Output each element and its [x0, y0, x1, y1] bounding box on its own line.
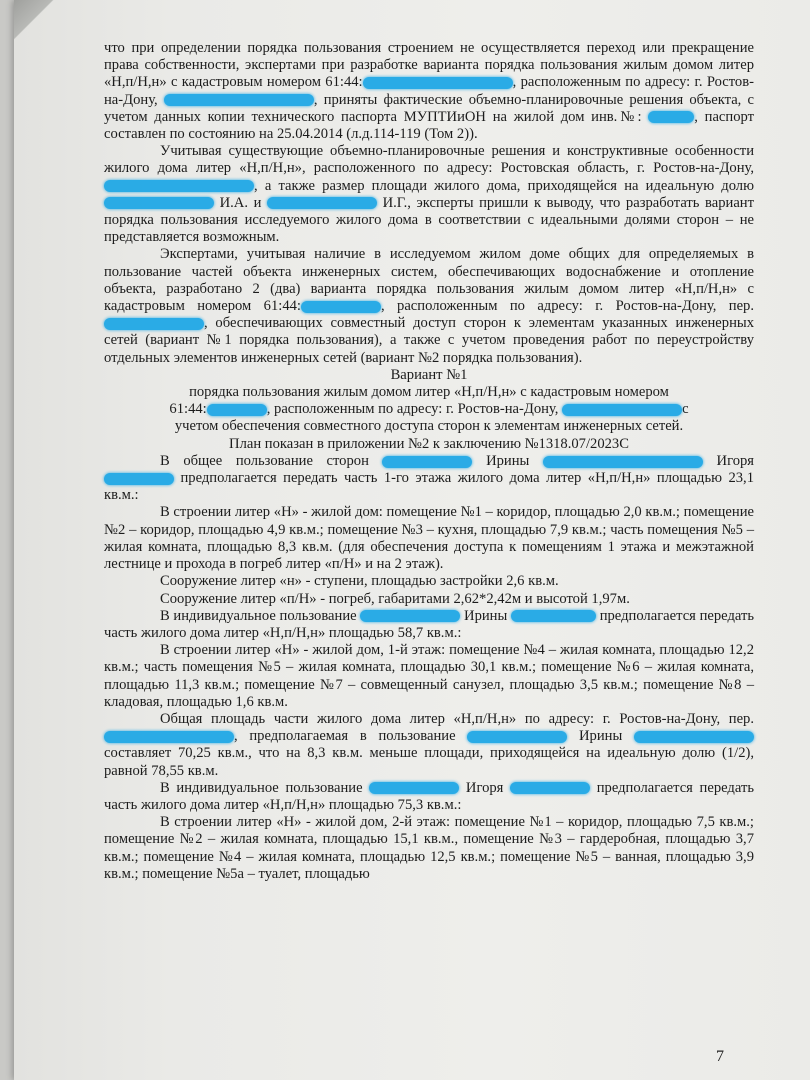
redaction [301, 301, 381, 313]
document-body [104, 40, 754, 883]
paragraph-individual-2: В индивидуальное пользование Игоря предполагается передать часть жилого дома литер «Н,п/Н,н» площадью 75,3 кв.м.: [104, 779, 754, 813]
redaction [634, 731, 754, 743]
paragraph-conclusion: Учитывая существующие объемно-планировочные решения и конструктивные особенности жилого дома литер «Н,п/Н,н», расположенного по адресу: Ростовская область, г. Ростов-на-Дону, , а также размер площади жилого дома, приходящейся на идеальную долю И.А. и И.Г., эксперты пришли к выводу, что разработать вариант порядка пользования исследуемого жилого дома в соответствии с идеальными долями сторон – не представляется возможным. [104, 143, 754, 246]
paragraph-intro: что при определении порядка пользования строением не осуществляется переход или прекращение права собственности, экспертами при разработке варианта порядка пользования жилым домом литер «Н,п/Н,н» с кадастровым номером 61:44: , расположенным по адресу: г. Ростов-на-Дону, , приняты фактические объемно-планировочные решения объекта, с учетом данных копии технического паспорта МУПТИиОН на жилой дом инв.№: , паспорт составлен по состоянию на 25.04.2014 (л.д.114-119 (Том 2)). [104, 40, 754, 143]
page-number: 7 [716, 1048, 724, 1065]
redaction [207, 404, 267, 416]
redaction [104, 473, 174, 485]
variant-title: Вариант №1 [390, 366, 468, 383]
paragraph-steps: Сооружение литер «н» - ступени, площадью застройки 2,6 кв.м. [160, 573, 559, 590]
variant-subtitle-1: порядка пользования жилым домом литер «Н,п/Н,н» с кадастровым номером [189, 384, 669, 401]
redaction [360, 610, 460, 622]
redaction [369, 782, 459, 794]
document-page [14, 0, 810, 1080]
paragraph-individual-1-rooms: В строении литер «Н» - жилой дом, 1-й этаж: помещение №4 – жилая комната, площадью 12,2 кв.м.; часть помещения №5 – жилая комната, площадью 30,1 кв.м.; помещение №6 – жилая комната, площадью 11,3 кв.м.; помещение №7 – совмещенный санузел, площадью 3,5 кв.м.; помещение №8 – кладовая, площадью 1,6 кв.м. [104, 642, 754, 710]
redaction [467, 731, 567, 743]
redaction [562, 404, 682, 416]
redaction [104, 197, 214, 209]
paragraph-individual-2-rooms: В строении литер «Н» - жилой дом, 2-й этаж: помещение №1 – коридор, площадью 7,5 кв.м.; помещение №2 – жилая комната, площадью 15,1 кв.м., помещение №3 – гардеробная, площадью 3,7 кв.м.; помещение №4 – жилая комната, площадью 12,5 кв.м.; помещение №5 – ванная, площадью 3,9 кв.м.; помещение №5а – туалет, площадью [104, 814, 754, 882]
redaction [648, 111, 694, 123]
redaction [510, 782, 590, 794]
variant-subtitle-3: учетом обеспечения совместного доступа сторон к элементам инженерных сетей. [174, 418, 684, 435]
paragraph-individual-1: В индивидуальное пользование Ирины предполагается передать часть жилого дома литер «Н,п/Н,н» площадью 58,7 кв.м.: [104, 607, 755, 641]
redaction [363, 77, 513, 89]
redaction [382, 456, 472, 468]
redaction [267, 197, 377, 209]
redaction [104, 731, 234, 743]
variant-plan-note: План показан в приложении №2 к заключению №1318.07/2023С [229, 435, 629, 452]
paragraph-area-total: Общая площадь части жилого дома литер «Н,п/Н,н» по адресу: г. Ростов-на-Дону, пер. , предполагаемая в пользование Ирины составляет 70,25 кв.м., что на 8,3 кв.м. меньше площади, приходящейся на идеальную долю (1/2), равной 78,55 кв.м. [104, 710, 754, 779]
redaction [104, 180, 254, 192]
paragraph-cellar: Сооружение литер «п/Н» - погреб, габаритами 2,62*2,42м и высотой 1,97м. [160, 590, 630, 607]
paragraph-common-use: В общее пользование сторон Ирины Игоря предполагается передать часть 1-го этажа жилого дома литер «Н,п/Н,н» площадью 23,1 кв.м.: [104, 452, 755, 504]
redaction [511, 610, 596, 622]
redaction [543, 456, 703, 468]
redaction [164, 94, 314, 106]
paragraph-common-rooms: В строении литер «Н» - жилой дом: помещение №1 – коридор, площадью 2,0 кв.м.; помещение №2 – коридор, площадью 4,9 кв.м.; помещение №3 – кухня, площадью 7,9 кв.м.; часть помещения №5 – жилая комната, площадью 8,3 кв.м. (для обеспечения доступа к помещениям 1 этажа и межэтажной лестнице и прохода в погреб литер «п/Н» и на 2 этаж). [104, 504, 754, 573]
redaction [104, 318, 204, 330]
page-corner-fold [14, 0, 54, 40]
variant-subtitle-2: 61:44: , расположенным по адресу: г. Ростов-на-Дону, с [169, 401, 689, 418]
paragraph-variants: Экспертами, учитывая наличие в исследуемом жилом доме общих для определяемых в пользование частей объекта инженерных систем, обеспечивающих водоснабжение и отопление объекта, разработано 2 (два) варианта порядка пользования жилым домом литер «Н,п/Н,н» с кадастровым номером 61:44: , расположенным по адресу: г. Ростов-на-Дону, пер. , обеспечивающих совместный доступ сторон к элементам указанных инженерных сетей (вариант №1 порядка пользования), а также с учетом проведения работ по переустройству отдельных элементов инженерных сетей (вариант №2 порядка пользования). [104, 246, 755, 366]
